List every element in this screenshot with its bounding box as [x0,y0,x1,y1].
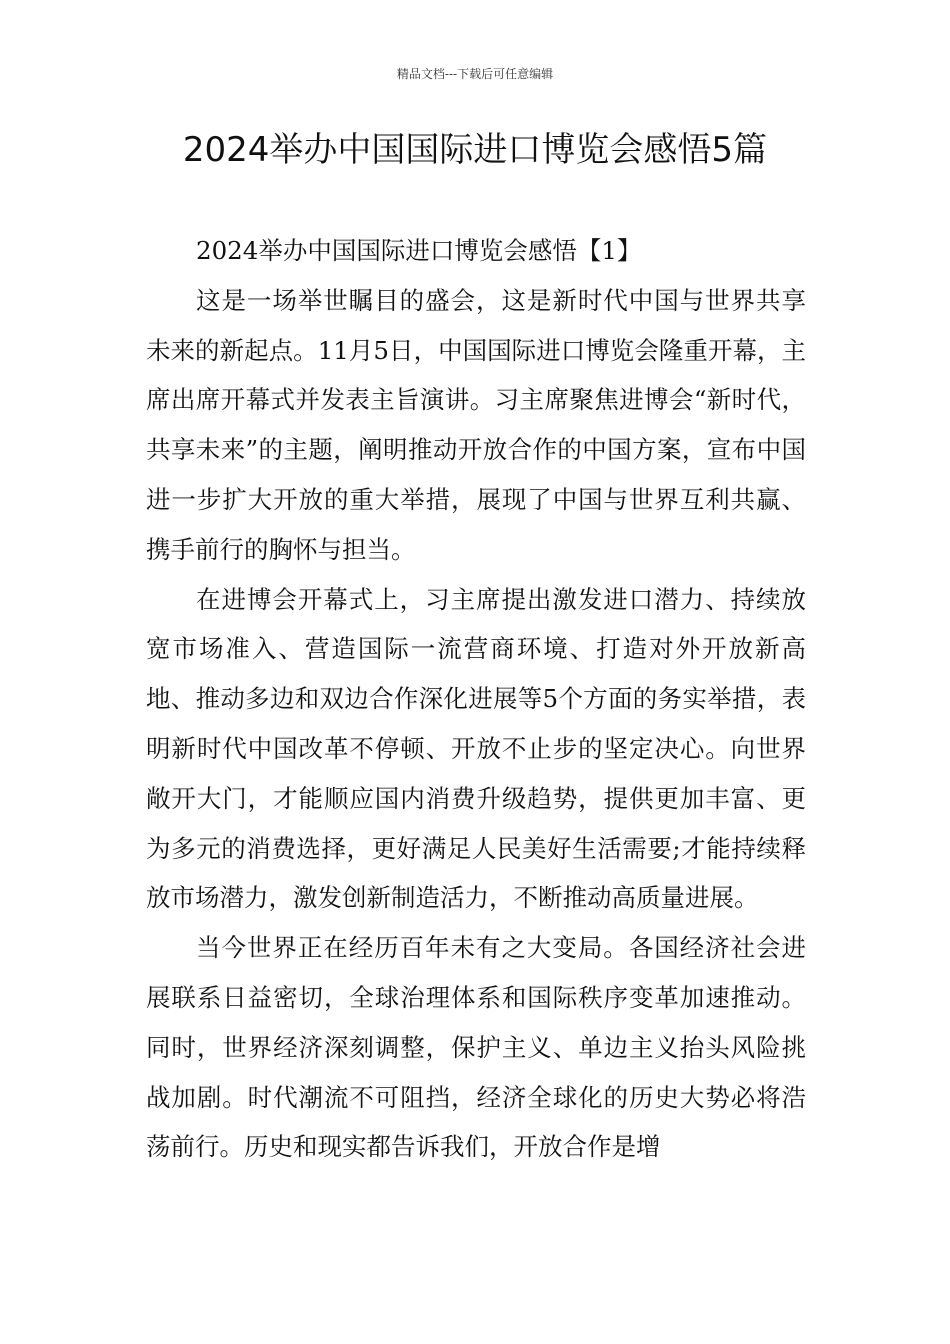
section-heading: 2024举办中国国际进口博览会感悟【1】 [196,236,642,265]
header-note: 精品文档---下载后可任意编辑 [396,67,554,81]
paragraph-2: 在进博会开幕式上，习主席提出激发进口潜力、持续放宽市场准入、营造国际一流营商环境、打造对外开放新高地、推动多边和双边合作深化进展等5个方面的务实举措，表明新时代中国改革不停顿、开放不止步的坚定决心。向世界敞开大门，才能顺应国内消费升级趋势，提供更加丰富、更为多元的消费选择，更好满足人民美好生活需要;才能持续释放市场潜力，激发创新制造活力，不断推动高质量进展。 [146,584,806,913]
document-title: 2024举办中国国际进口博览会感悟5篇 [182,130,768,170]
paragraph-1: 这是一场举世瞩目的盛会，这是新时代中国与世界共享未来的新起点。11月5日，中国国际进口博览会隆重开幕，主席出席开幕式并发表主旨演讲。习主席聚焦进博会“新时代，共享未来”的主题，阐明推动开放合作的中国方案，宣布中国进一步扩大开放的重大举措，展现了中国与世界互利共赢、携手前行的胸怀与担当。 [146,285,806,564]
paragraph-3: 当今世界正在经历百年未有之大变局。各国经济社会进展联系日益密切，全球治理体系和国际秩序变革加速推动。同时，世界经济深刻调整，保护主义、单边主义抬头风险挑战加剧。时代潮流不可阻挡，经济全球化的历史大势必将浩荡前行。历史和现实都告诉我们，开放合作是增 [146,933,806,1162]
document-body [146,226,806,1172]
